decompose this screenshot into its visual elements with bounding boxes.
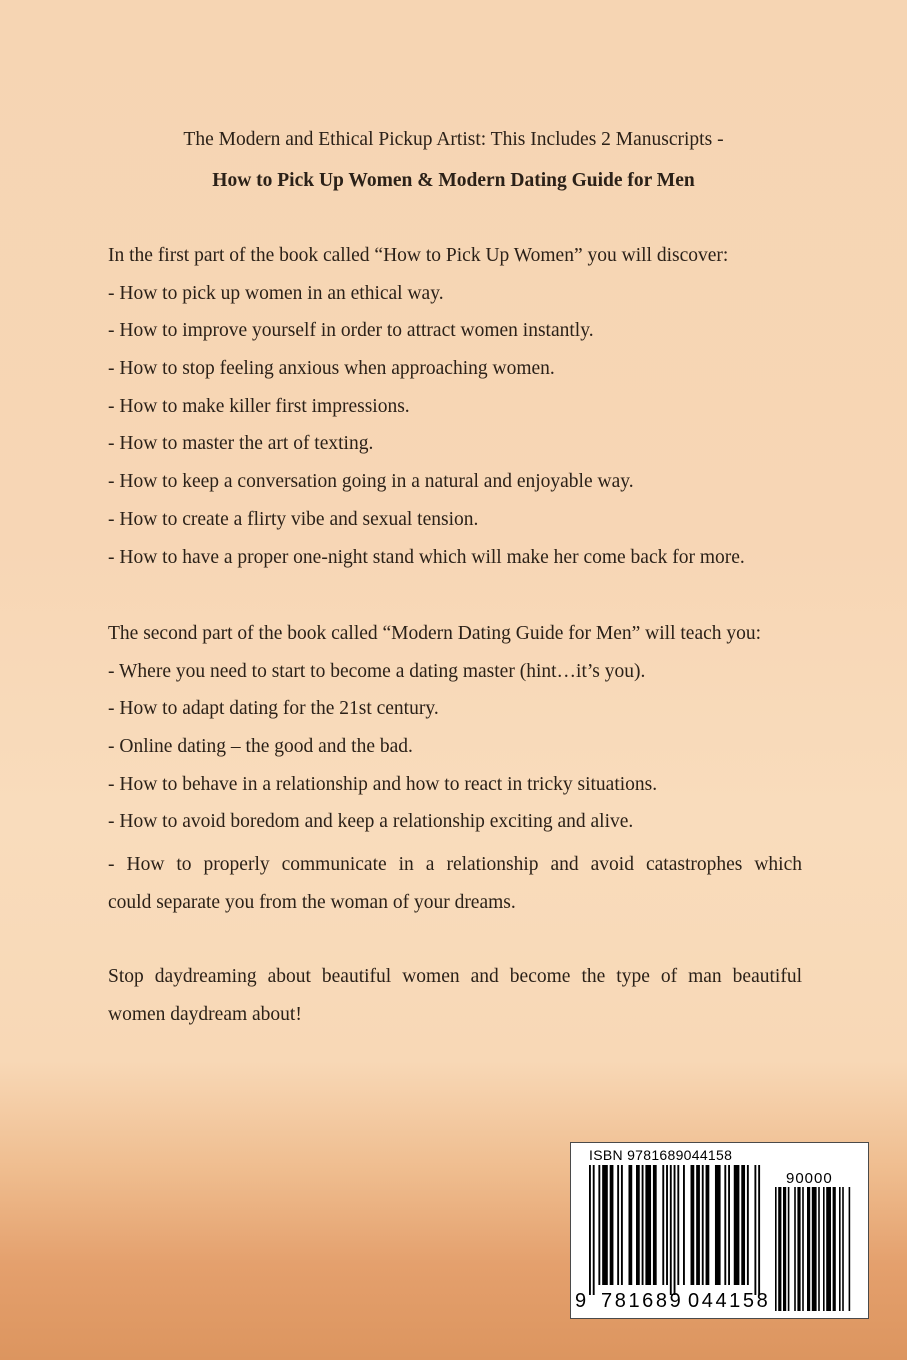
part-one-section	[108, 242, 802, 581]
list-item: - How to stop feeling anxious when approaching women.	[108, 358, 555, 380]
barcode-bar	[617, 1165, 619, 1285]
barcode-bar	[636, 1165, 640, 1285]
part-one-intro: In the first part of the book called “How to Pick Up Women” you will discover:	[108, 245, 729, 266]
isbn-barcode	[570, 1142, 869, 1319]
list-item: - How to keep a conversation going in a natural and enjoyable way.	[108, 471, 634, 493]
barcode-bar	[602, 1165, 608, 1285]
barcode-bar	[598, 1165, 600, 1285]
list-item: - How to make killer first impressions.	[108, 395, 410, 417]
list-item: - Where you need to start to become a dating master (hint…it’s you).	[108, 660, 646, 682]
list-item: - How to master the art of texting.	[108, 433, 374, 455]
barcode-bar	[621, 1165, 623, 1285]
barcode-bar	[778, 1187, 781, 1311]
barcode-bar	[642, 1165, 644, 1285]
book-title-line: The Modern and Ethical Pickup Artist: This Includes 2 Manuscripts -	[183, 129, 724, 150]
barcode-bar	[839, 1187, 841, 1311]
cover-header	[0, 128, 907, 193]
barcode-bar	[724, 1165, 726, 1285]
ean-right-digits: 044158	[688, 1290, 771, 1312]
barcode-bar	[677, 1165, 679, 1285]
isbn-label: ISBN 9781689044158	[589, 1147, 733, 1163]
barcode-bar	[674, 1165, 676, 1295]
barcode-bar	[696, 1165, 700, 1285]
list-item: - How to create a flirty vibe and sexual tension.	[108, 508, 479, 530]
barcode-bar	[775, 1187, 777, 1311]
barcode-bar	[683, 1165, 685, 1285]
list-item: - How to avoid boredom and keep a relationship exciting and alive.	[108, 811, 634, 833]
barcode-bar	[728, 1165, 730, 1285]
barcode-bar	[833, 1187, 836, 1311]
barcode-bar	[589, 1165, 591, 1295]
ean-left-digits: 781689	[601, 1290, 684, 1312]
ean-barcode-bars	[589, 1165, 769, 1295]
barcode-bar	[747, 1165, 749, 1285]
barcode-bar	[645, 1165, 651, 1285]
barcode-bar	[807, 1187, 810, 1311]
barcode-bar	[706, 1165, 710, 1285]
barcode-bar	[593, 1165, 595, 1295]
barcode-bar	[754, 1165, 756, 1295]
list-item: - How to adapt dating for the 21st century.	[108, 698, 439, 720]
ean-first-digit: 9	[575, 1290, 588, 1312]
barcode-bar	[628, 1165, 632, 1285]
list-item: - Online dating – the good and the bad.	[108, 736, 413, 758]
barcode-bar	[802, 1187, 804, 1311]
barcode-bar	[826, 1187, 831, 1311]
list-item: - How to pick up women in an ethical way.	[108, 282, 444, 304]
barcode-bar	[653, 1165, 657, 1285]
barcode-bar	[610, 1165, 614, 1285]
part-two-section	[108, 620, 802, 922]
barcode-bar	[823, 1187, 825, 1311]
barcode-bar	[783, 1187, 786, 1311]
barcode-bar	[670, 1165, 672, 1295]
barcode-bar	[758, 1165, 760, 1295]
barcode-bar	[741, 1165, 745, 1285]
closing-paragraph	[108, 958, 802, 1033]
barcode-bar	[734, 1165, 740, 1285]
closing-line: women daydream about!	[108, 1003, 302, 1025]
barcode-bar	[812, 1187, 817, 1311]
part-two-intro: The second part of the book called “Modern Dating Guide for Men” will teach you:	[108, 623, 762, 644]
barcode-bar	[849, 1187, 851, 1311]
barcode-bar	[794, 1187, 796, 1311]
book-subtitle-line: How to Pick Up Women & Modern Dating Guide for Men	[212, 170, 695, 191]
barcode-bar	[702, 1165, 704, 1285]
closing-line: Stop daydreaming about beautiful women and become the type of man beautiful	[108, 966, 802, 987]
barcode-bar	[842, 1187, 844, 1311]
barcode-bar	[788, 1187, 790, 1311]
list-item: - How to improve yourself in order to attract women instantly.	[108, 320, 594, 342]
barcode-bar	[818, 1187, 820, 1311]
list-item-line: could separate you from the woman of your dreams.	[108, 891, 516, 913]
barcode-bar	[691, 1165, 695, 1285]
barcode-bar	[797, 1187, 800, 1311]
list-item: - How to have a proper one-night stand which will make her come back for more.	[108, 546, 745, 568]
addon-barcode-bars	[775, 1187, 855, 1311]
list-item-multiline	[108, 846, 802, 921]
barcode-bar	[666, 1165, 668, 1285]
price-code: 90000	[786, 1170, 833, 1187]
barcode-bar	[715, 1165, 721, 1285]
list-item: - How to behave in a relationship and how to react in tricky situations.	[108, 773, 658, 795]
list-item-line: - How to properly communicate in a relationship and avoid catastrophes which	[108, 854, 802, 876]
barcode-bar	[662, 1165, 664, 1285]
